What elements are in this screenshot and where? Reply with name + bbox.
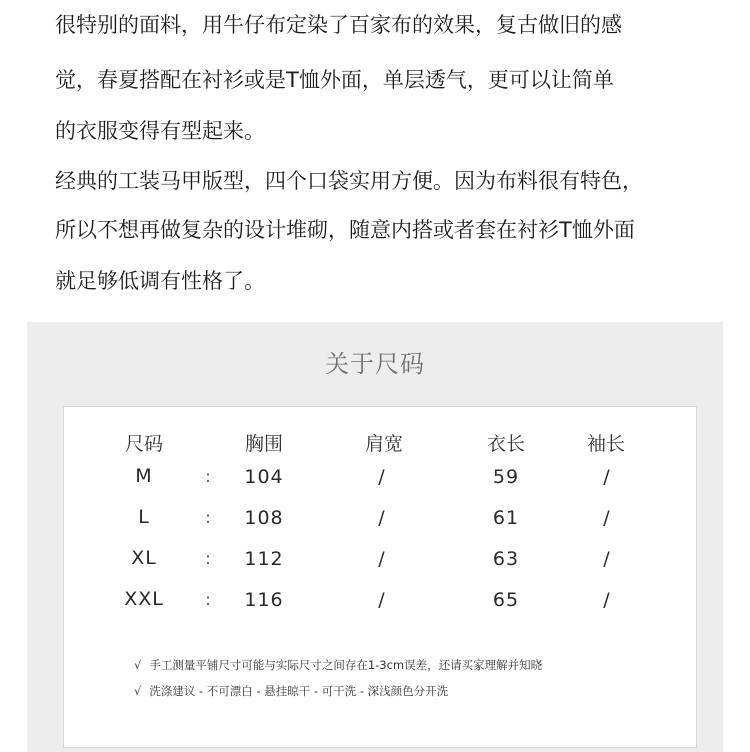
description-line-2: 觉，春夏搭配在衬衫或是T恤外面，单层透气，更可以让简单 [55, 68, 614, 92]
row-xxl-chest: 116 [244, 589, 284, 611]
row-xl-colon: : [205, 549, 211, 569]
row-m-length: 59 [492, 466, 520, 488]
header-shoulder: 肩宽 [364, 433, 404, 455]
header-chest: 胸围 [244, 433, 284, 455]
row-xl-size: XL [131, 547, 157, 569]
row-l-colon: : [205, 508, 211, 528]
row-xxl-shoulder: / [378, 589, 386, 611]
row-m-size: M [135, 465, 153, 487]
row-l-shoulder: / [378, 507, 386, 529]
size-chart-card [63, 406, 697, 748]
row-m-chest: 104 [244, 466, 284, 488]
row-m-sleeve: / [603, 466, 611, 488]
row-xl-sleeve: / [603, 548, 611, 570]
description-line-1: 很特别的面料，用牛仔布定染了百家布的效果，复古做旧的感 [55, 13, 622, 37]
row-l-size: L [138, 506, 150, 528]
size-panel [27, 322, 723, 752]
size-panel-title: 关于尺码 [325, 350, 425, 378]
check-icon: √ [134, 684, 142, 698]
row-xl-chest: 112 [244, 548, 284, 570]
row-m-colon: : [205, 467, 211, 487]
washing-note-text: 洗涤建议 - 不可漂白 - 悬挂晾干 - 可干洗 - 深浅颜色分开洗 [149, 684, 449, 698]
measurement-note [134, 657, 542, 673]
row-m-shoulder: / [378, 466, 386, 488]
row-l-sleeve: / [603, 507, 611, 529]
measurement-note-text: 手工测量平铺尺寸可能与实际尺寸之间存在1-3cm误差，还请买家理解并知晓 [149, 658, 543, 672]
row-xxl-sleeve: / [603, 589, 611, 611]
check-icon: √ [134, 658, 142, 672]
header-sleeve: 袖长 [586, 433, 626, 455]
description-line-6: 就足够低调有性格了。 [55, 269, 265, 293]
row-l-chest: 108 [244, 507, 284, 529]
row-xxl-size: XXL [124, 588, 164, 610]
row-xl-shoulder: / [378, 548, 386, 570]
washing-note [134, 683, 448, 699]
description-line-3: 的衣服变得有型起来。 [55, 119, 265, 143]
row-l-length: 61 [492, 507, 520, 529]
row-xl-length: 63 [492, 548, 520, 570]
row-xxl-colon: : [205, 590, 211, 610]
description-line-4: 经典的工装马甲版型，四个口袋实用方便。因为布料很有特色， [55, 169, 643, 193]
header-length: 衣长 [486, 433, 526, 455]
description-line-5: 所以不想再做复杂的设计堆砌，随意内搭或者套在衬衫T恤外面 [55, 218, 635, 242]
header-size: 尺码 [124, 433, 164, 455]
row-xxl-length: 65 [492, 589, 520, 611]
